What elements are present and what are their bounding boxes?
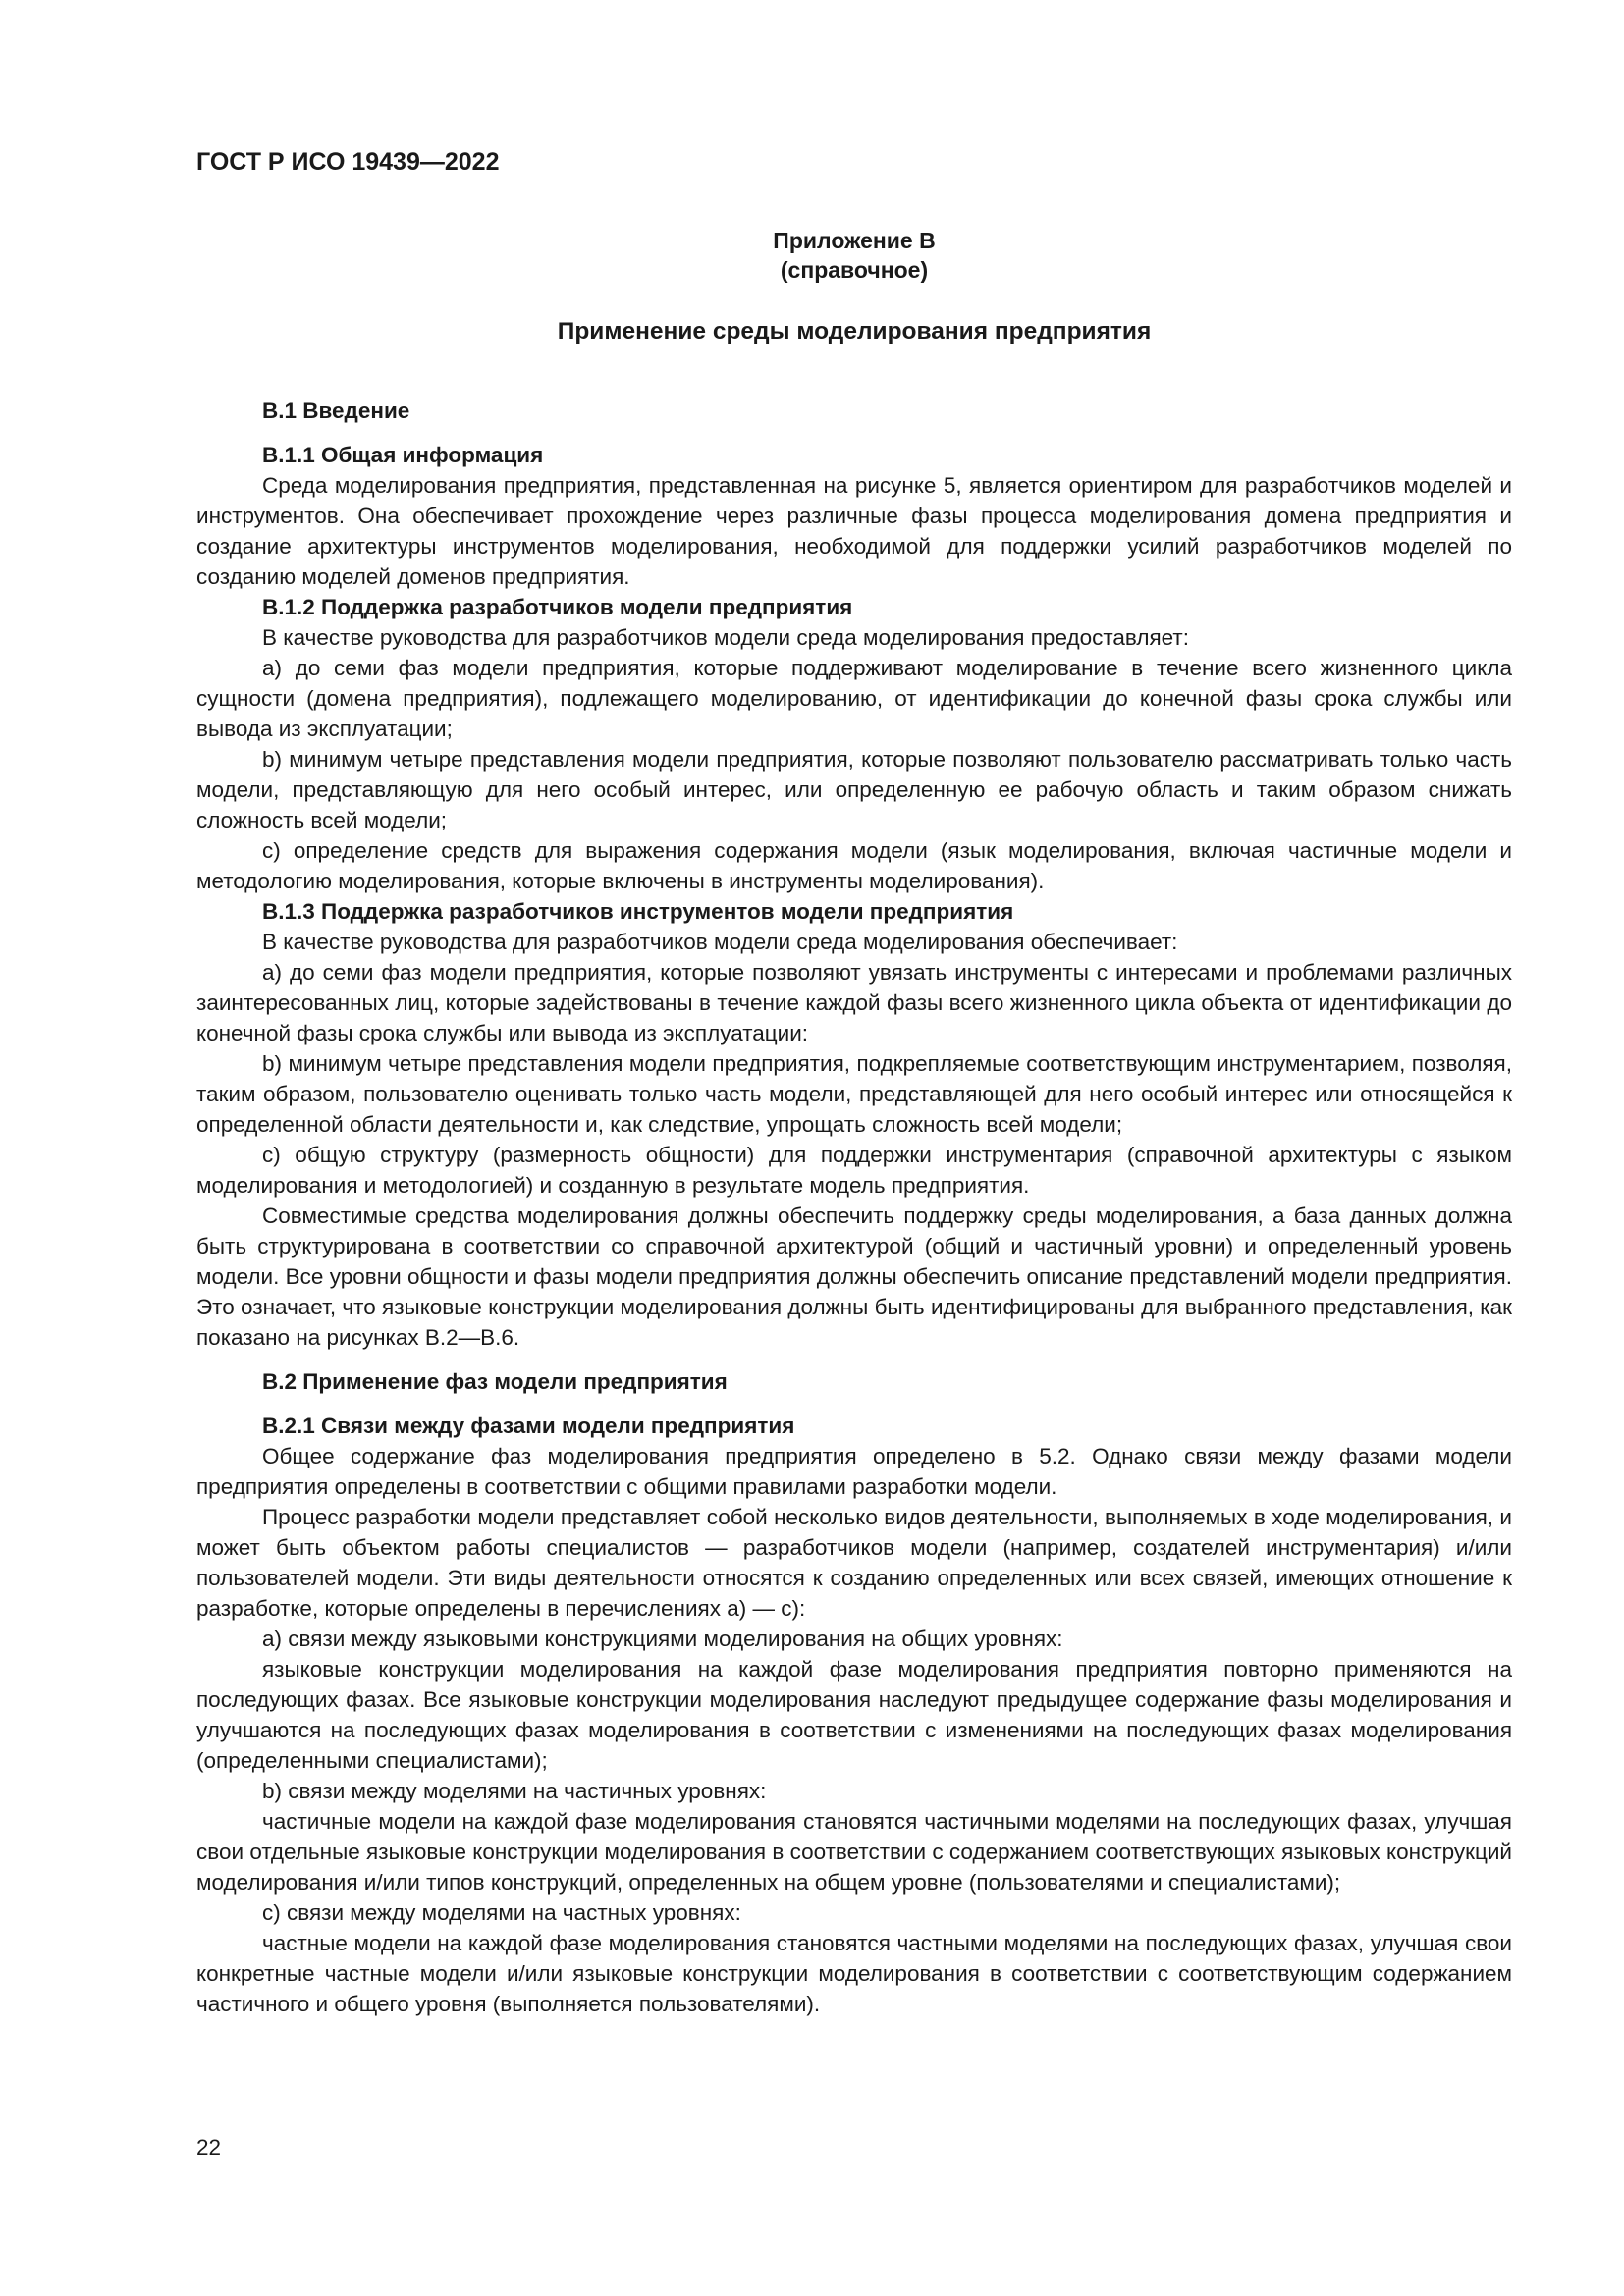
section-heading-b13: B.1.3 Поддержка разработчиков инструментов модели предприятия	[262, 899, 1014, 924]
paragraph: В качестве руководства для разработчиков модели среда моделирования предоставляет:	[262, 625, 1189, 650]
list-item-b: b) минимум четыре представления модели предприятия, подкрепляемые соответствующим инструментарием, позволяя, таким образом, пользователю оценивать только часть модели, представляющей для него особый интерес или относящейся к определенной области деятельности и, как следствие, упрощать сложность всей модели;	[196, 1051, 1512, 1137]
paragraph: В качестве руководства для разработчиков модели среда моделирования обеспечивает:	[262, 930, 1178, 954]
list-item-text: частичные модели на каждой фазе моделирования становятся частичными моделями на последующих фазах, улучшая свои отдельные языковые конструкции моделирования в соответствии с содержанием соответствующих языковых конструкций моделирования и/или типов конструкций, определенных на общем уровне (пользователями и специалистами);	[196, 1809, 1512, 1895]
annex-title: Приложение B	[773, 228, 936, 253]
section-heading-b12: B.1.2 Поддержка разработчиков модели предприятия	[262, 595, 853, 619]
list-item-text: языковые конструкции моделирования на каждой фазе моделирования предприятия повторно применяются на последующих фазах. Все языковые конструкции моделирования наследуют предыдущее содержание фазы моделирования и улучшаются на последующих фазах моделирования в соответствии с изменениями на последующих фазах моделирования (определенными специалистами);	[196, 1657, 1512, 1773]
list-item-a: a) до семи фаз модели предприятия, которые поддерживают моделирование в течение всего жизненного цикла сущности (домена предприятия), подлежащего моделированию, от идентификации до конечной фазы срока службы или вывода из эксплуатации;	[196, 656, 1512, 741]
paragraph: Совместимые средства моделирования должны обеспечить поддержку среды моделирования, а база данных должна быть структурирована в соответствии со справочной архитектурой (общий и частичный уровни) и определенный уровень модели. Все уровни общности и фазы модели предприятия должны обеспечить описание представлений модели предприятия. Это означает, что языковые конструкции моделирования должны быть идентифицированы для выбранного представления, как показано на рисунках B.2—B.6.	[196, 1203, 1512, 1350]
list-item-c: c) общую структуру (размерность общности) для поддержки инструментария (справочной архитектуры с языком моделирования и методологией) и созданную в результате модель предприятия.	[196, 1143, 1512, 1198]
list-item-c: c) связи между моделями на частных уровнях:	[262, 1900, 741, 1925]
annex-type: (справочное)	[780, 257, 929, 283]
spacer	[196, 1397, 1512, 1411]
section-heading-b11: B.1.1 Общая информация	[262, 443, 544, 467]
list-item-a: a) до семи фаз модели предприятия, которые позволяют увязать инструменты с интересами и проблемами различных заинтересованных лиц, которые задействованы в течение каждой фазы всего жизненного цикла объекта от идентификации до конечной фазы срока службы или вывода из эксплуатации:	[196, 960, 1512, 1045]
annex-heading: Применение среды моделирования предприятия	[557, 318, 1152, 345]
paragraph: Общее содержание фаз моделирования предприятия определено в 5.2. Однако связи между фазами модели предприятия определены в соответствии с общими правилами разработки модели.	[196, 1444, 1512, 1499]
spacer	[196, 426, 1512, 440]
paragraph: Среда моделирования предприятия, представленная на рисунке 5, является ориентиром для разработчиков моделей и инструментов. Она обеспечивает прохождение через различные фазы процесса моделирования домена предприятия и создание архитектуры инструментов моделирования, необходимой для поддержки усилий разработчиков моделей по созданию моделей доменов предприятия.	[196, 473, 1512, 589]
list-item-a: a) связи между языковыми конструкциями моделирования на общих уровнях:	[262, 1627, 1063, 1651]
list-item-b: b) минимум четыре представления модели предприятия, которые позволяют пользователю рассматривать только часть модели, представляющую для него особый интерес, или определенную ее рабочую область и таким образом снижать сложность всей модели;	[196, 747, 1512, 832]
document-body	[196, 396, 1512, 2019]
section-heading-b21: B.2.1 Связи между фазами модели предприятия	[262, 1414, 795, 1438]
document-header: ГОСТ Р ИСО 19439—2022	[196, 148, 500, 176]
page-number: 22	[196, 2135, 222, 2160]
section-heading-b1: B.1 Введение	[262, 399, 410, 423]
section-heading-b2: B.2 Применение фаз модели предприятия	[262, 1369, 728, 1394]
list-item-b: b) связи между моделями на частичных уровнях:	[262, 1779, 767, 1803]
list-item-text: частные модели на каждой фазе моделирования становятся частными моделями на последующих фазах, улучшая свои конкретные частные модели и/или языковые конструкции моделирования в соответствии с соответствующим содержанием частичного и общего уровня (выполняется пользователями).	[196, 1931, 1512, 2016]
paragraph: Процесс разработки модели представляет собой несколько видов деятельности, выполняемых в ходе моделирования, и может быть объектом работы специалистов — разработчиков модели (например, создателей инструментария) и/или пользователей модели. Эти виды деятельности относятся к созданию определенных или всех связей, имеющих отношение к разработке, которые определены в перечислениях a) — c):	[196, 1505, 1512, 1621]
list-item-c: c) определение средств для выражения содержания модели (язык моделирования, включая частичные модели и методологию моделирования, которые включены в инструменты моделирования).	[196, 838, 1512, 893]
spacer	[196, 1353, 1512, 1366]
